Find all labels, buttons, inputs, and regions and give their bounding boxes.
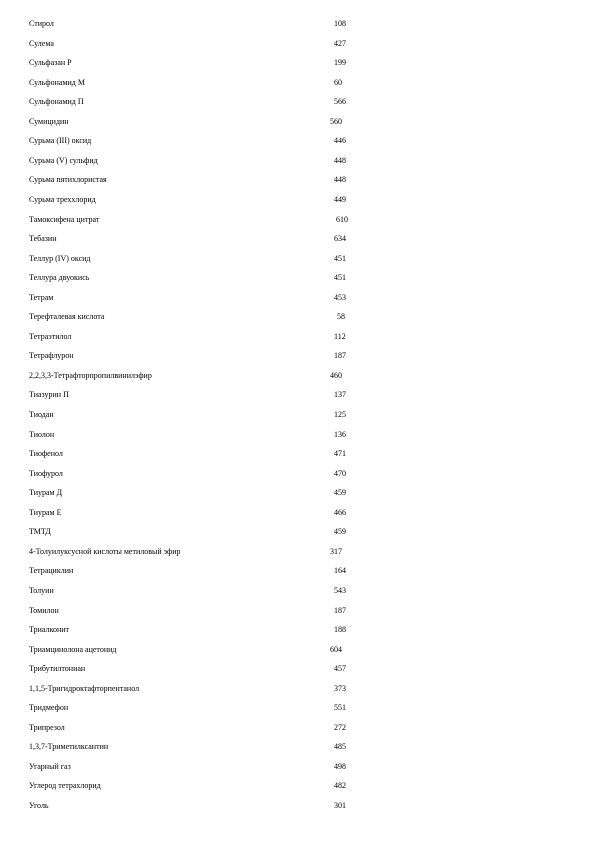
- index-entry: [0, 605, 595, 617]
- entry-page-number: 471: [334, 449, 346, 459]
- index-entry: [0, 331, 595, 343]
- entry-page-number: 566: [334, 97, 346, 107]
- index-entry: [0, 174, 595, 186]
- entry-page-number: 125: [334, 410, 346, 419]
- index-entry: [0, 663, 595, 675]
- index-entry: [0, 780, 595, 792]
- index-entry: [0, 741, 595, 753]
- entry-page-number: 317: [330, 546, 342, 556]
- index-entry: [0, 683, 595, 695]
- entry-page-number: 301: [334, 801, 346, 810]
- index-entry: [0, 507, 595, 519]
- index-entry: [0, 644, 595, 656]
- entry-page-number: 448: [334, 175, 346, 185]
- entry-page-number: 551: [334, 703, 346, 713]
- index-entry: [0, 272, 595, 284]
- entry-page-number: 560: [330, 116, 342, 126]
- entry-page-number: 604: [330, 644, 342, 654]
- index-entry: [0, 448, 595, 460]
- entry-page-number: 451: [334, 273, 346, 283]
- entry-name: Тетрациклин: [29, 566, 74, 576]
- entry-page-number: 187: [334, 605, 346, 615]
- entry-name: ТМТД: [29, 527, 51, 537]
- index-entry: [0, 409, 595, 421]
- entry-page-number: 610: [336, 214, 348, 224]
- entry-page-number: 199: [334, 58, 346, 68]
- entry-name: Угарный газ: [29, 761, 71, 771]
- entry-page-number: 498: [334, 761, 346, 771]
- entry-page-number: 485: [334, 742, 346, 752]
- index-entry: [0, 135, 595, 147]
- entry-name: Теллур (IV) оксид: [29, 253, 91, 263]
- entry-name: Толуин: [29, 585, 54, 595]
- entry-name: Триалконит: [29, 625, 70, 635]
- entry-page-number: 58: [337, 312, 345, 322]
- entry-name: Тамоксифена цитрат: [29, 214, 100, 224]
- entry-name: Сульфазан Р: [29, 58, 72, 68]
- entry-name: Тиофурол: [29, 468, 63, 478]
- entry-name: Тридмефон: [29, 703, 69, 713]
- entry-page-number: 449: [334, 194, 346, 204]
- entry-page-number: 373: [334, 683, 346, 693]
- index-entry: [0, 565, 595, 577]
- index-entry: [0, 624, 595, 636]
- index-entry: [0, 292, 595, 304]
- index-entry: [0, 468, 595, 480]
- entry-name: Тебазин: [29, 234, 57, 244]
- entry-page-number: 448: [334, 155, 346, 165]
- index-entry: [0, 722, 595, 734]
- entry-name: Тиазурин П: [29, 390, 69, 400]
- entry-page-number: 543: [334, 585, 346, 595]
- entry-page-number: 272: [334, 722, 346, 732]
- entry-name: Сумицидин: [29, 116, 69, 126]
- entry-name: Тиофенол: [29, 449, 63, 459]
- entry-name: Сурьма (III) оксид: [29, 136, 92, 146]
- index-entry: [0, 487, 595, 499]
- index-entry: [0, 253, 595, 265]
- entry-page-number: 187: [334, 351, 346, 361]
- entry-page-number: 60: [334, 77, 342, 87]
- entry-name: Тиурам Е: [29, 507, 62, 517]
- entry-page-number: 482: [334, 781, 346, 791]
- entry-page-number: 112: [334, 331, 346, 341]
- entry-name: Сурьма (V) сульфид: [29, 155, 98, 165]
- index-entry: [0, 57, 595, 69]
- entry-name: Сурьма треххлорид: [29, 194, 96, 204]
- entry-name: Тиурам Д: [29, 488, 63, 498]
- entry-page-number: 457: [334, 664, 346, 674]
- index-entry: [0, 18, 595, 30]
- index-entry: [0, 77, 595, 89]
- entry-name: Стирол: [29, 19, 54, 28]
- index-entry: [0, 800, 595, 812]
- entry-name: Трибутилтониан: [29, 664, 86, 674]
- index-entry: [0, 429, 595, 441]
- index-entry: [0, 585, 595, 597]
- index-entry: [0, 370, 595, 382]
- entry-page-number: 427: [334, 38, 346, 48]
- entry-name: 2,2,3,3-Тетрафторпропилвинилэфир: [29, 370, 152, 380]
- entry-page-number: 188: [334, 625, 346, 635]
- index-entry: [0, 761, 595, 773]
- entry-name: Тиолон: [29, 429, 55, 439]
- index-entry: [0, 350, 595, 362]
- index-entry: [0, 702, 595, 714]
- entry-name: Сулема: [29, 38, 54, 48]
- entry-name: Триамцинолона ацетонид: [29, 644, 117, 654]
- entry-name: Тиодан: [29, 410, 54, 419]
- entry-page-number: 164: [334, 566, 346, 576]
- entry-page-number: 466: [334, 507, 346, 517]
- index-entry: [0, 311, 595, 323]
- entry-page-number: 459: [334, 527, 346, 537]
- entry-page-number: 446: [334, 136, 346, 146]
- entry-name: Углерод тетрахлорид: [29, 781, 101, 791]
- index-entry: [0, 116, 595, 128]
- entry-name: Уголь: [29, 801, 49, 810]
- entry-name: 4-Толуилуксусной кислоты метиловый эфир: [29, 546, 181, 556]
- entry-page-number: 460: [330, 370, 342, 380]
- index-entry: [0, 155, 595, 167]
- entry-name: 1,1,5-Тригидроктафторпентанол: [29, 683, 140, 693]
- index-entry: [0, 546, 595, 558]
- entry-name: Сульфонамид П: [29, 97, 84, 107]
- entry-name: Теллура двуокись: [29, 273, 90, 283]
- entry-name: Терефталевая кислота: [29, 312, 105, 322]
- index-entry: [0, 233, 595, 245]
- entry-name: 1,3,7-Триметилксантин: [29, 742, 109, 752]
- entry-name: Тетрам: [29, 292, 54, 302]
- entry-name: Трипрезол: [29, 722, 65, 732]
- entry-name: Сульфонамид М: [29, 77, 85, 87]
- index-entry: [0, 96, 595, 108]
- entry-page-number: 470: [334, 468, 346, 478]
- index-entry: [0, 526, 595, 538]
- index-entry: [0, 389, 595, 401]
- entry-page-number: 136: [334, 429, 346, 439]
- index-entry: [0, 194, 595, 206]
- entry-name: Тетрафлурон: [29, 351, 74, 361]
- entry-page-number: 137: [334, 390, 346, 400]
- entry-page-number: 459: [334, 488, 346, 498]
- entry-name: Тетраэтилол: [29, 331, 72, 341]
- index-entry: [0, 38, 595, 50]
- entry-name: Сурьма пятихлористая: [29, 175, 107, 185]
- entry-name: Томилон: [29, 605, 59, 615]
- entry-page-number: 453: [334, 292, 346, 302]
- entry-page-number: 108: [334, 19, 346, 28]
- entry-page-number: 451: [334, 253, 346, 263]
- index-entry: [0, 214, 595, 226]
- entry-page-number: 634: [334, 234, 346, 244]
